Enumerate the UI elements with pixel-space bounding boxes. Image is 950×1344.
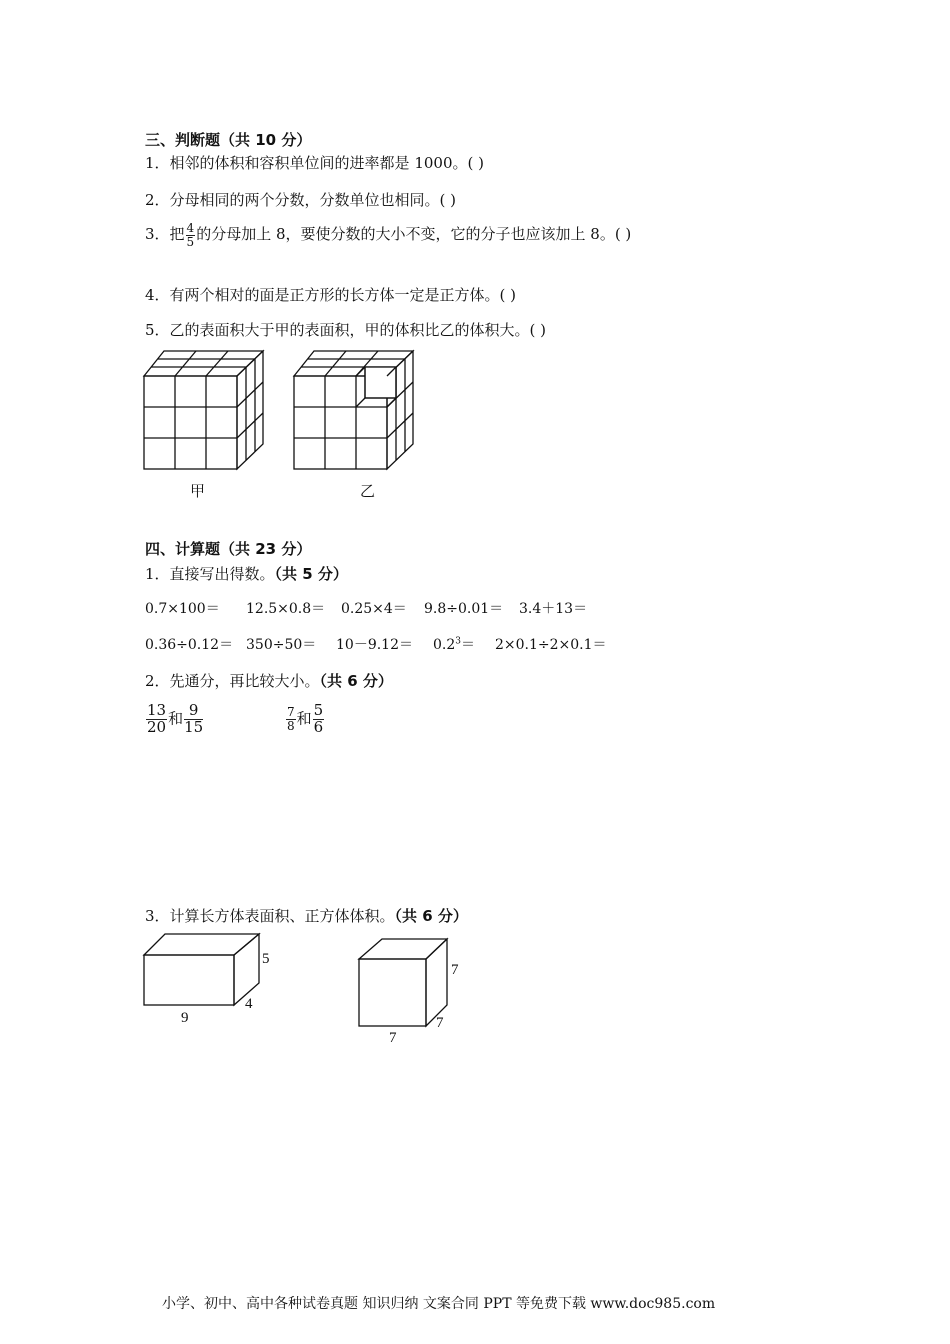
subquestion-1-text: 1．直接写出得数。 <box>145 565 275 583</box>
fraction-numerator: 5 <box>313 701 324 719</box>
question-3-prefix: 3．把 <box>145 225 185 244</box>
fraction-numerator: 7 <box>287 705 295 720</box>
fraction-13-20 <box>146 703 167 736</box>
question-3-suffix: 的分母加上 8，要使分数的大小不变，它的分子也应该加上 8。( ) <box>196 225 632 244</box>
fraction-7-8 <box>286 706 296 732</box>
fraction-4-5 <box>186 222 196 248</box>
fraction-denominator: 5 <box>186 234 195 249</box>
cube-figure-jia <box>140 345 270 475</box>
fraction-numerator: 9 <box>184 703 203 720</box>
fraction-numerator: 4 <box>186 221 195 235</box>
fraction-5-6 <box>313 703 325 736</box>
subquestion-2-score: （共 6 分） <box>319 672 393 690</box>
cube-right-edge-label: 7 <box>451 962 459 978</box>
cuboid-width-label: 4 <box>245 996 253 1012</box>
calc-2-3: 10－9.12＝ <box>336 637 413 653</box>
calc-1-3: 0.25×4＝ <box>341 601 407 617</box>
calc-1-2: 12.5×0.8＝ <box>246 601 326 617</box>
question-3 <box>145 222 631 248</box>
calc-1-5: 3.4＋13＝ <box>519 601 588 617</box>
calc-1-4: 9.8÷0.01＝ <box>424 601 504 617</box>
cube-bottom-edge-label: 7 <box>389 1030 397 1046</box>
subquestion-1-score: （共 5 分） <box>274 565 348 583</box>
fraction-pair-2 <box>285 703 325 736</box>
power-exponent: 3 <box>455 636 461 647</box>
figure-jia-label: 甲 <box>190 482 206 500</box>
calc-2-4: 2×0.1÷2×0.1＝ <box>495 637 607 653</box>
fraction-denominator: 6 <box>313 717 324 736</box>
cuboid-height-label: 5 <box>262 951 270 967</box>
subquestion-3-score: （共 6 分） <box>394 907 468 925</box>
calc-1-1: 0.7×100＝ <box>145 601 220 617</box>
question-5: 5．乙的表面积大于甲的表面积，甲的体积比乙的体积大。( ) <box>145 321 547 339</box>
calc-2-power <box>433 634 475 654</box>
calc-2-1: 0.36÷0.12＝ <box>145 637 234 653</box>
power-base: 0.2 <box>433 637 456 653</box>
subquestion-1 <box>145 563 348 584</box>
question-2: 2．分母相同的两个分数，分数单位也相同。( ) <box>145 191 457 209</box>
figure-yi-label: 乙 <box>360 482 376 500</box>
cuboid-length-label: 9 <box>181 1010 189 1026</box>
cube-figure-yi <box>290 345 420 475</box>
cube-depth-edge-label: 7 <box>436 1015 444 1031</box>
subquestion-3-text: 3．计算长方体表面积、正方体体积。 <box>145 907 395 925</box>
subquestion-2 <box>145 670 393 691</box>
section3-title: 三、判断题（共 10 分） <box>145 131 312 149</box>
fraction-denominator: 8 <box>287 718 295 733</box>
pair-joiner: 和 <box>296 709 312 728</box>
question-1: 1．相邻的体积和容积单位间的进率都是 1000。( ) <box>145 154 484 172</box>
fraction-pair-1 <box>145 703 204 736</box>
fraction-numerator: 13 <box>147 701 167 719</box>
pair-joiner: 和 <box>168 709 184 728</box>
subquestion-2-text: 2．先通分，再比较大小。 <box>145 672 320 690</box>
subquestion-3 <box>145 905 468 926</box>
calc-2-2: 350÷50＝ <box>246 637 317 653</box>
fraction-denominator: 15 <box>184 717 204 736</box>
section4-title: 四、计算题（共 23 分） <box>145 540 312 558</box>
question-4: 4．有两个相对的面是正方形的长方体一定是正方体。( ) <box>145 286 517 304</box>
power-equals: ＝ <box>461 637 475 653</box>
fraction-denominator: 20 <box>147 717 167 736</box>
fraction-9-15 <box>184 703 203 736</box>
page-footer: 小学、初中、高中各种试卷真题 知识归纳 文案合同 PPT 等免费下载 www.doc985.com <box>162 1296 716 1312</box>
